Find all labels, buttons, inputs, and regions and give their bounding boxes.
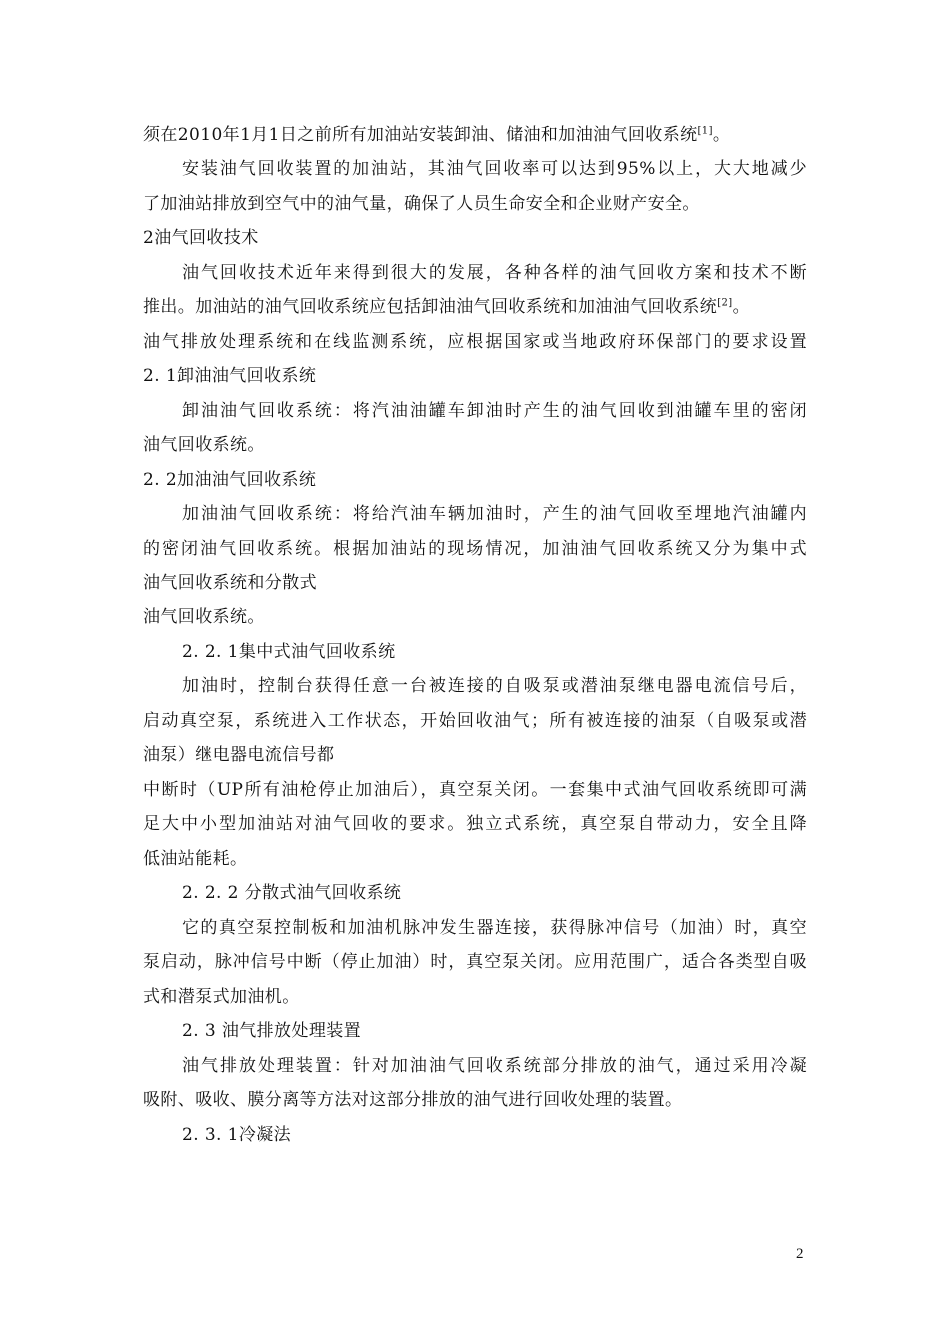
paragraph-line xyxy=(143,124,730,146)
citation-ref: [2] xyxy=(717,297,733,309)
subsubsection-heading: 2. 3. 1冷凝法 xyxy=(182,1125,292,1145)
line-tail: 。 xyxy=(712,125,731,145)
paragraph-line: 的密闭油气回收系统。根据加油站的现场情况，加油油气回收系统又分为集中式 xyxy=(143,539,807,559)
paragraph-line: 加油时，控制台获得任意一台被连接的自吸泵或潜油泵继电器电流信号后， xyxy=(182,676,807,696)
paragraph-line: 卸油油气回收系统：将汽油油罐车卸油时产生的油气回收到油罐车里的密闭 xyxy=(182,401,807,421)
paragraph-line: 油气回收系统和分散式 xyxy=(143,573,317,593)
section-heading: 2油气回收技术 xyxy=(143,228,259,248)
line-tail: 。 xyxy=(732,297,750,317)
citation-ref: [1] xyxy=(697,125,713,137)
page-number: 2 xyxy=(796,1246,804,1262)
paragraph-line: 油气回收系统。 xyxy=(143,435,265,455)
subsubsection-heading: 2. 2. 2 分散式油气回收系统 xyxy=(182,883,402,903)
paragraph-line: 安装油气回收装置的加油站，其油气回收率可以达到95%以上，大大地减少 xyxy=(182,159,807,179)
subsection-heading: 2. 3 油气排放处理装置 xyxy=(182,1021,362,1041)
paragraph-line: 油泵）继电器电流信号都 xyxy=(143,745,335,765)
paragraph-line: 油气排放处理装置：针对加油油气回收系统部分排放的油气，通过采用冷凝 xyxy=(182,1056,807,1076)
paragraph-line: 足大中小型加油站对油气回收的要求。独立式系统，真空泵自带动力，安全且降 xyxy=(143,814,807,834)
line-text: 推出。加油站的油气回收系统应包括卸油油气回收系统和加油油气回收系统 xyxy=(143,297,718,317)
paragraph-line: 了加油站排放到空气中的油气量，确保了人员生命安全和企业财产安全。 xyxy=(143,194,700,214)
paragraph-line: 油气回收技术近年来得到很大的发展，各种各样的油气回收方案和技术不断 xyxy=(182,263,807,283)
paragraph-line: 中断时（UP所有油枪停止加油后），真空泵关闭。一套集中式油气回收系统即可满 xyxy=(143,780,807,800)
subsection-heading: 2. 2加油油气回收系统 xyxy=(143,470,317,490)
subsection-heading: 2. 1卸油油气回收系统 xyxy=(143,366,317,386)
paragraph-line xyxy=(143,296,750,318)
paragraph-line: 它的真空泵控制板和加油机脉冲发生器连接，获得脉冲信号（加油）时，真空 xyxy=(182,918,807,938)
line-text: 须在2010年1月1日之前所有加油站安装卸油、储油和加油油气回收系统 xyxy=(143,125,698,145)
subsubsection-heading: 2. 2. 1集中式油气回收系统 xyxy=(182,642,396,662)
paragraph-line: 启动真空泵，系统进入工作状态，开始回收油气；所有被连接的油泵（自吸泵或潜 xyxy=(143,711,807,731)
paragraph-line: 泵启动，脉冲信号中断（停止加油）时，真空泵关闭。应用范围广，适合各类型自吸 xyxy=(143,952,807,972)
paragraph-line: 油气排放处理系统和在线监测系统，应根据国家或当地政府环保部门的要求设置 xyxy=(143,332,807,352)
paragraph-line: 油气回收系统。 xyxy=(143,607,265,627)
paragraph-line: 吸附、吸收、膜分离等方法对这部分排放的油气进行回收处理的装置。 xyxy=(143,1090,683,1110)
paragraph-line: 式和潜泵式加油机。 xyxy=(143,987,300,1007)
paragraph-line: 加油油气回收系统：将给汽油车辆加油时，产生的油气回收至埋地汽油罐内 xyxy=(182,504,807,524)
paragraph-line: 低油站能耗。 xyxy=(143,849,248,869)
